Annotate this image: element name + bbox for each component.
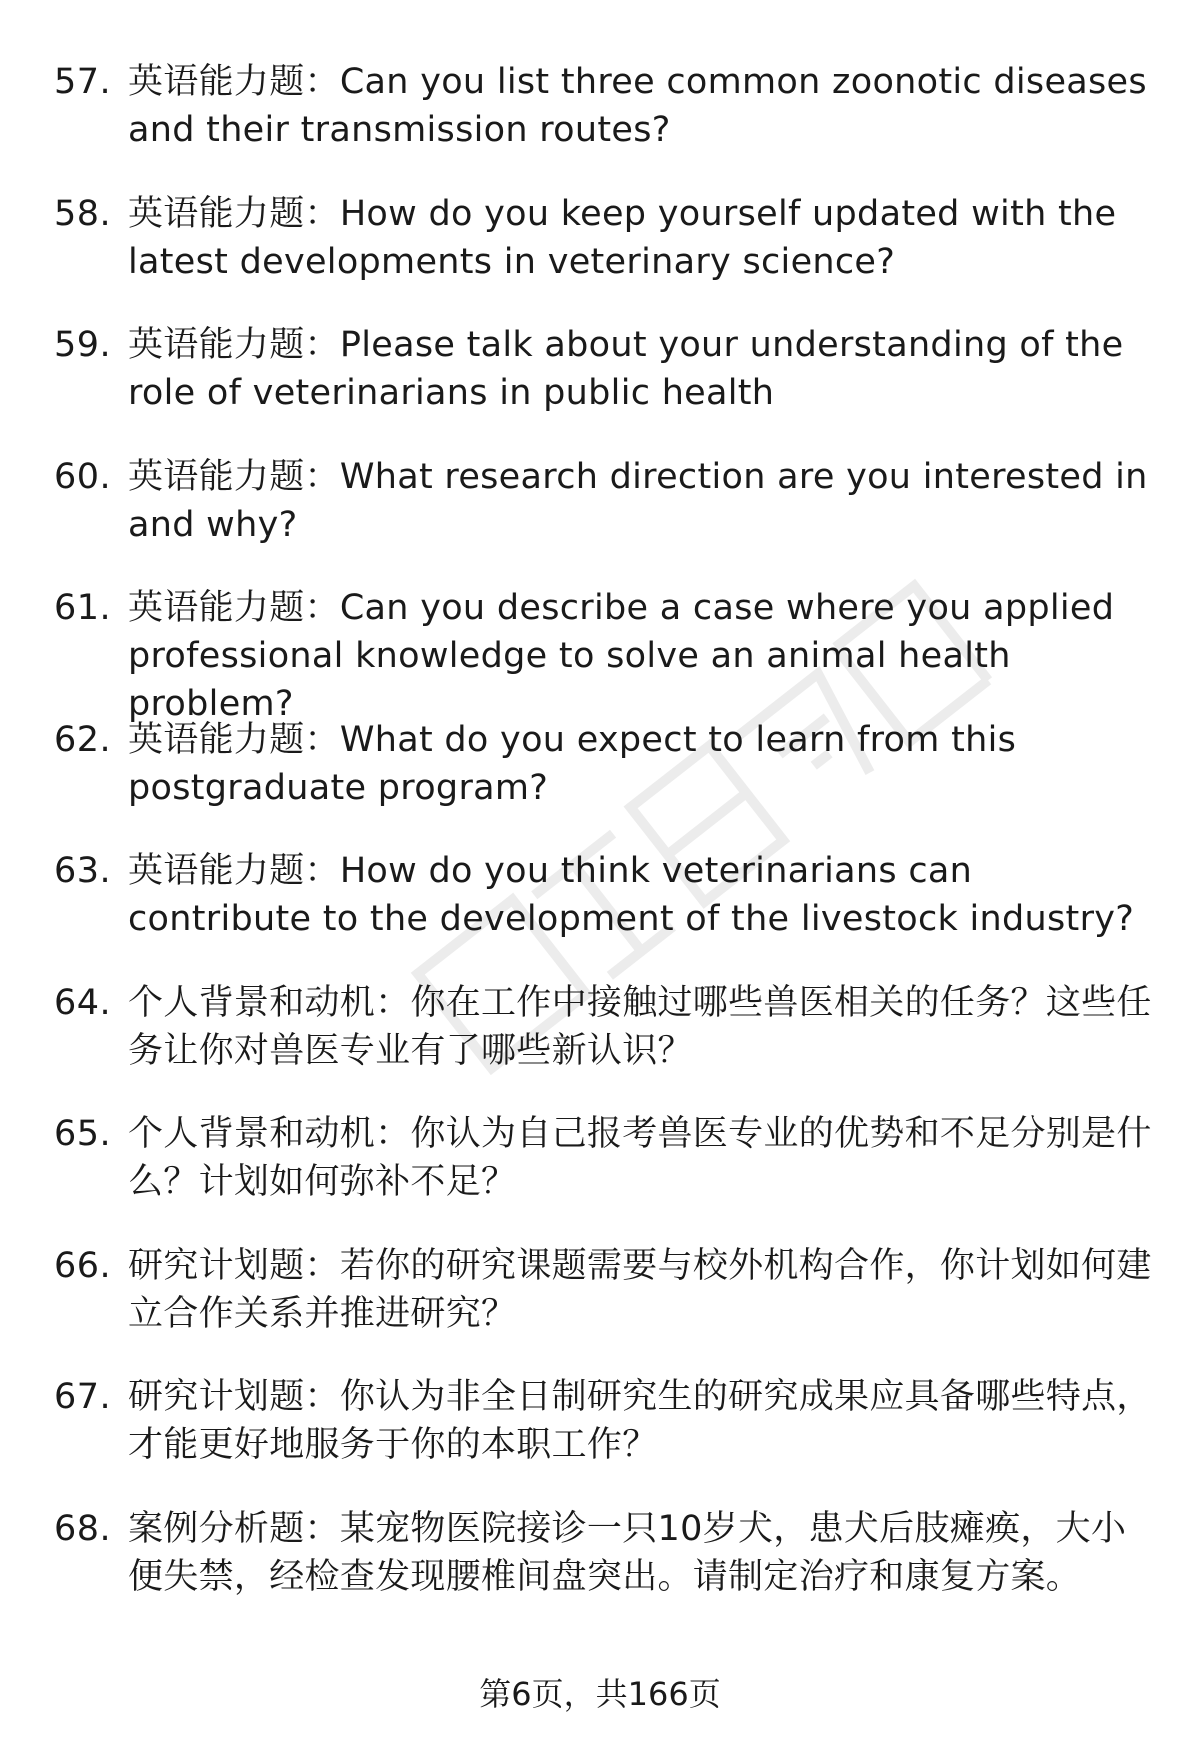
question-category: 英语能力题： (128, 62, 340, 102)
question-text (128, 453, 1158, 549)
question-item (0, 716, 1200, 848)
question-text (128, 190, 1158, 286)
question-item (0, 190, 1200, 322)
question-text (128, 979, 1158, 1075)
question-category: 案例分析题： (128, 1508, 340, 1549)
question-item (0, 1242, 1200, 1374)
question-body: How do you keep yourself updated with the latest developments in veterinary science? (128, 193, 1117, 282)
question-body: Can you list three common zoonotic diseases and their transmission routes? (128, 62, 1147, 150)
question-body: 你在工作中接触过哪些兽医相关的任务？这些任务让你对兽医专业有了哪些新认识？ (128, 982, 1152, 1071)
question-list (0, 58, 1200, 1636)
question-number: 60. (54, 456, 112, 497)
question-text (128, 716, 1158, 812)
question-category: 英语能力题： (128, 719, 340, 760)
page-number-footer: 第6页，共166页 (479, 1675, 721, 1713)
question-number: 64. (54, 982, 112, 1023)
question-body: 你认为非全日制研究生的研究成果应具备哪些特点，才能更好地服务于你的本职工作？ (128, 1377, 1152, 1465)
question-text (128, 1505, 1158, 1601)
question-number: 61. (54, 588, 112, 628)
question-number: 59. (54, 325, 112, 365)
question-category: 个人背景和动机： (128, 982, 411, 1023)
question-number: 63. (54, 851, 112, 891)
question-number: 67. (54, 1377, 112, 1417)
question-item (0, 1505, 1200, 1637)
question-body: 你认为自己报考兽医专业的优势和不足分别是什么？计划如何弥补不足？ (128, 1114, 1152, 1202)
question-item (0, 584, 1200, 724)
question-body: Please talk about your understanding of the role of veterinarians in public health (128, 325, 1124, 413)
question-category: 英语能力题： (128, 456, 340, 497)
question-item (0, 979, 1200, 1111)
question-body: 某宠物医院接诊一只10岁犬，患犬后肢瘫痪，大小便失禁，经检查发现腰椎间盘突出。请制定治疗和康复方案。 (128, 1508, 1127, 1597)
question-category: 英语能力题： (128, 325, 340, 365)
question-number: 62. (54, 719, 112, 760)
question-item (0, 321, 1200, 453)
question-body: What do you expect to learn from this postgraduate program? (128, 719, 1017, 808)
question-text (128, 847, 1158, 943)
question-item (0, 1373, 1200, 1505)
question-body: How do you think veterinarians can contribute to the development of the livestock industry? (128, 851, 1135, 939)
question-text (128, 1242, 1158, 1338)
question-text (128, 1373, 1158, 1469)
question-category: 英语能力题： (128, 851, 340, 891)
question-category: 研究计划题： (128, 1245, 340, 1286)
question-body: What research direction are you interested in and why? (128, 456, 1148, 545)
question-item (0, 58, 1200, 190)
question-category: 英语能力题： (128, 193, 340, 234)
question-item (0, 453, 1200, 585)
question-number: 57. (54, 62, 112, 102)
question-category: 研究计划题： (128, 1377, 340, 1417)
question-number: 68. (54, 1508, 112, 1549)
question-body: Can you describe a case where you applied professional knowledge to solve an animal health problem? (128, 588, 1115, 724)
question-category: 英语能力题： (128, 588, 340, 628)
question-text (128, 321, 1158, 417)
question-item (0, 847, 1200, 979)
question-text (128, 584, 1158, 728)
question-text (128, 58, 1158, 154)
question-body: 若你的研究课题需要与校外机构合作，你计划如何建立合作关系并推进研究？ (128, 1245, 1152, 1334)
question-item (0, 1110, 1200, 1242)
question-number: 58. (54, 193, 112, 234)
question-number: 65. (54, 1114, 112, 1154)
question-category: 个人背景和动机： (128, 1114, 411, 1154)
question-text (128, 1110, 1158, 1206)
question-number: 66. (54, 1245, 112, 1286)
